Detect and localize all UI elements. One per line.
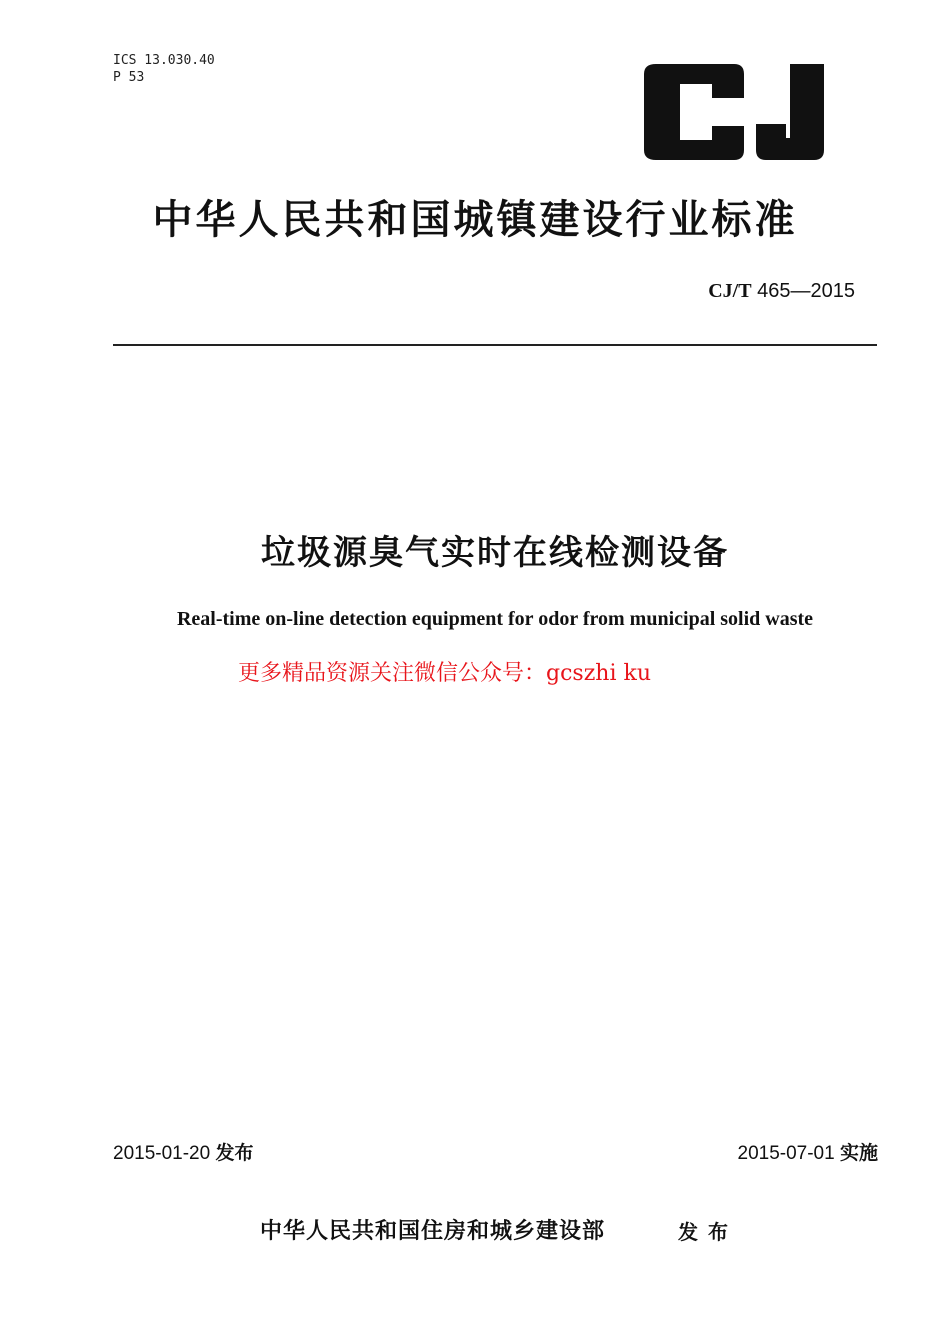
logo-letter-c bbox=[644, 64, 744, 160]
issue-date-line bbox=[113, 1138, 254, 1165]
classification-codes bbox=[113, 52, 215, 86]
effective-label: 实施 bbox=[839, 1142, 878, 1164]
ccs-code: P 53 bbox=[113, 70, 145, 85]
document-title-cn: 垃圾源臭气实时在线检测设备 bbox=[261, 533, 729, 573]
ics-code: ICS 13.030.40 bbox=[113, 53, 215, 68]
logo-letter-j bbox=[756, 64, 824, 160]
issuing-authority: 中华人民共和国住房和城乡建设部 bbox=[260, 1219, 606, 1244]
standard-number bbox=[708, 280, 855, 303]
effective-date-line bbox=[738, 1138, 879, 1165]
header-divider bbox=[113, 344, 877, 346]
standard-number-prefix: CJ/T bbox=[708, 280, 752, 302]
issue-label: 发布 bbox=[215, 1142, 254, 1164]
effective-date: 2015-07-01 bbox=[737, 1143, 835, 1164]
standard-category-title: 中华人民共和国城镇建设行业标准 bbox=[152, 197, 798, 243]
watermark-text: 更多精品资源关注微信公众号：gcszhi ku bbox=[238, 661, 651, 686]
issue-date: 2015-01-20 bbox=[113, 1143, 211, 1164]
issuing-action: 发布 bbox=[678, 1220, 738, 1244]
standard-number-value: 465—2015 bbox=[757, 280, 855, 302]
document-title-en: Real-time on-line detection equipment for odor from municipal solid waste bbox=[176, 608, 814, 630]
cj-logo bbox=[640, 64, 830, 160]
